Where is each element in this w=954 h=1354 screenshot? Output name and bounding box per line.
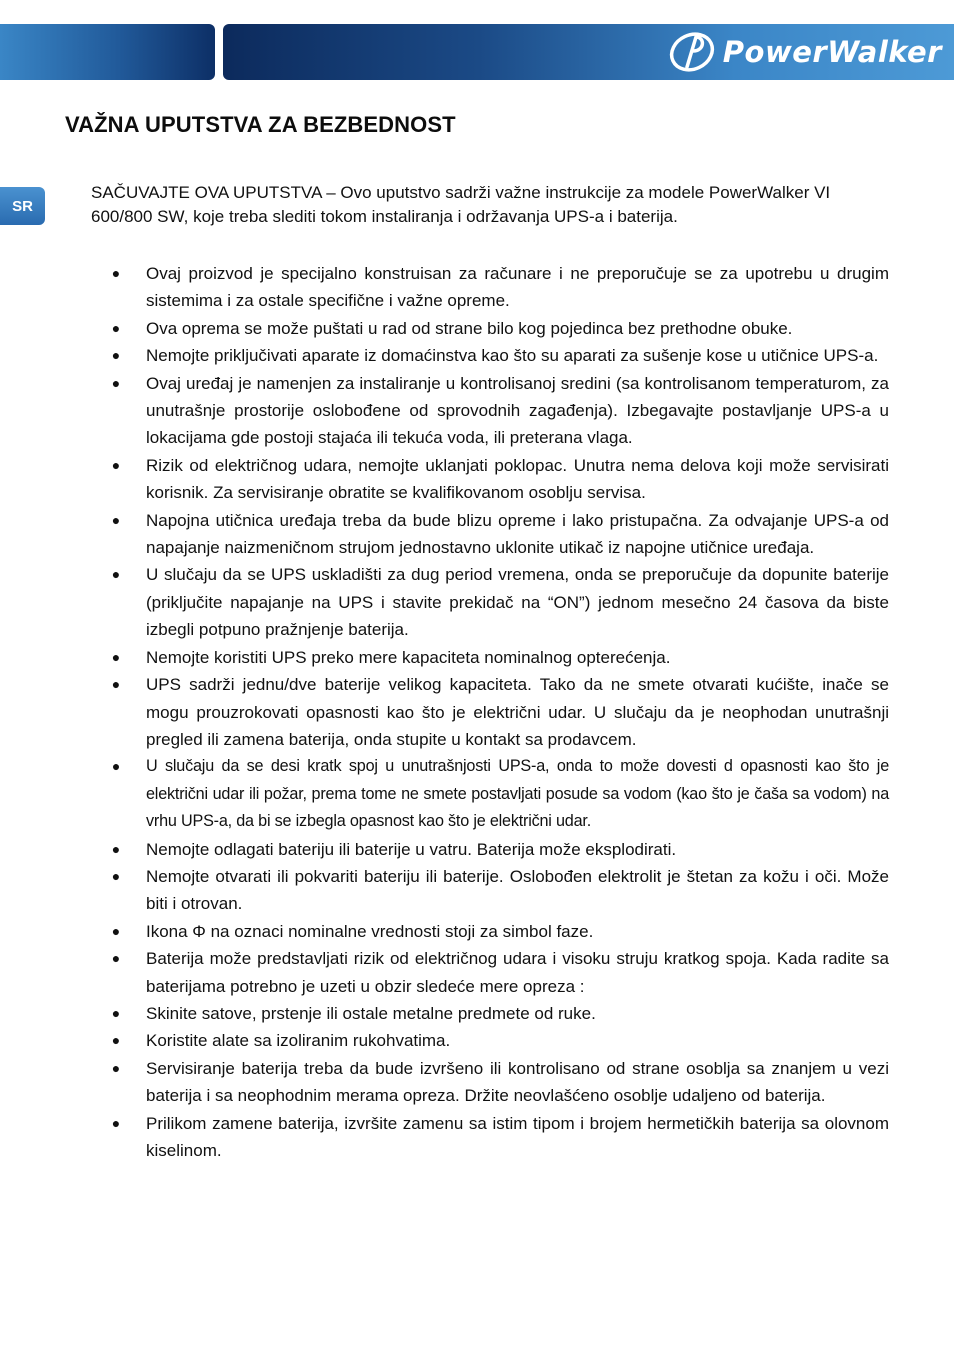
list-item <box>0 260 889 315</box>
list-item <box>0 452 889 507</box>
list-item-text: Ovaj proizvod je specijalno konstruisan za računare i ne preporučuje se za upotrebu u drugim sistemima i za ostale specifične i važne opreme. <box>146 264 889 311</box>
bullet-icon: ● <box>111 950 121 967</box>
list-item <box>0 863 889 918</box>
list-item <box>0 370 889 452</box>
list-item-text: Nemojte koristiti UPS preko mere kapaciteta nominalnog opterećenja. <box>146 647 671 667</box>
list-item <box>0 644 889 671</box>
safety-list <box>0 260 954 1164</box>
list-item <box>0 836 889 863</box>
bullet-icon: ● <box>111 265 121 281</box>
bullet-icon: ● <box>111 867 121 884</box>
bullet-icon: ● <box>111 758 121 775</box>
list-item-text: Baterija može predstavljati rizik od električnog udara i visoku struju kratkog spoja. Kada radite sa baterijama potrebno je uzeti u obzir sledeće mere opreza : <box>146 949 889 996</box>
bullet-icon: ● <box>111 676 121 693</box>
list-item <box>0 918 889 945</box>
bullet-icon: ● <box>111 1032 121 1049</box>
bullet-icon: ● <box>111 1059 121 1076</box>
language-tab: SR <box>0 187 45 225</box>
list-item-text: Rizik od električnog udara, nemojte uklanjati poklopac. Unutra nema delova koji može servisirati korisnik. Za servisiranje obratite se kvalifikovanom osoblju servisa. <box>146 455 889 503</box>
list-item <box>0 315 889 342</box>
list-item-text: Nemojte otvarati ili pokvariti bateriju ili baterije. Oslobođen elektrolit je štetan za kožu i oči. Može biti i otrovan. <box>146 866 889 914</box>
list-item <box>0 1055 889 1110</box>
list-item <box>0 342 889 369</box>
list-item-text: Napojna utičnica uređaja treba da bude blizu opreme i lako pristupačna. Za odvajanje UPS-a od napajanje naizmeničnom strujom jednostavno uklonite utikač iz napojne utičnice uređaja. <box>146 510 889 558</box>
list-item <box>0 945 889 1000</box>
bullet-icon: ● <box>111 1004 121 1021</box>
bullet-icon: ● <box>111 374 121 391</box>
bullet-icon: ● <box>111 840 121 857</box>
powerwalker-logo <box>667 26 942 78</box>
list-item <box>0 1027 889 1054</box>
list-item <box>0 753 889 835</box>
bullet-icon: ● <box>111 347 121 364</box>
list-item-text: Servisiranje baterija treba da bude izvršeno ili kontrolisano od strane osoblja sa znanjem u vezi baterija i sa neophodnim merama opreza. Držite neovlašćeno osoblje udaljeno od baterija. <box>146 1058 889 1106</box>
bullet-icon: ● <box>111 511 121 528</box>
list-item-text: Ovaj uređaj je namenjen za instaliranje u kontrolisanoj sredini (sa kontrolisanom temperaturom, za unutrašnje prostorije oslobođene od sprovodnih zagađenja). Izbegavajte postavljanje UPS-a u lokacijama gde postoji stajaća ili tekuća voda, ili preterana vlaga. <box>146 373 889 448</box>
bullet-icon: ● <box>111 456 121 473</box>
page-title: VAŽNA UPUTSTVA ZA BEZBEDNOST <box>65 112 456 137</box>
bullet-icon: ● <box>111 566 121 583</box>
powerwalker-emblem-icon <box>667 29 717 75</box>
bullet-icon: ● <box>111 922 121 939</box>
list-item-text: Ikona Φ na oznaci nominalne vrednosti stoji za simbol faze. <box>146 921 594 941</box>
list-item-text: Nemojte priključivati aparate iz domaćinstva kao što su aparati za sušenje kose u utičnice UPS-a. <box>146 346 879 366</box>
list-item-text: Koristite alate sa izoliranim rukohvatima. <box>146 1031 451 1051</box>
list-item <box>0 507 889 562</box>
list-item-text: U slučaju da se UPS uskladišti za dug period vremena, onda se preporučuje da dopunite baterije (priključite napajanje na UPS i stavite prekidač na “ON”) jednom mesečno 24 časova da biste izbegli potpuno pražnjenje baterija. <box>146 565 889 640</box>
list-item <box>0 671 889 753</box>
brand-name: PowerWalker <box>722 35 942 69</box>
list-item-text: U slučaju da se desi kratk spoj u unutrašnjosti UPS-a, onda to može dovesti d opasnosti kao što je električni udar ili požar, prema tome ne smete postavljati posude sa vodom (kao što je čaša sa vodom) na vrhu UPS-a, da bi se izbegla opasnost kao što je električni udar. <box>146 757 889 831</box>
list-item-text: Skinite satove, prstenje ili ostale metalne predmete od ruke. <box>146 1003 596 1023</box>
header-band-left <box>0 24 215 80</box>
list-item <box>0 561 889 643</box>
list-item-text: Nemojte odlagati bateriju ili baterije u vatru. Baterija može eksplodirati. <box>146 839 677 859</box>
list-item-text: Ova oprema se može puštati u rad od strane bilo kog pojedinca bez prethodne obuke. <box>146 318 793 338</box>
intro-paragraph: SAČUVAJTE OVA UPUTSTVA – Ovo uputstvo sadrži važne instrukcije za modele PowerWalker VI 600/800 SW, koje treba slediti tokom instaliranja i održavanja UPS-a i baterija. <box>91 183 831 226</box>
list-item-text: Prilikom zamene baterija, izvršite zamenu sa istim tipom i brojem hermetičkih baterija sa olovnom kiselinom. <box>146 1113 889 1160</box>
list-item <box>0 1110 889 1165</box>
bullet-icon: ● <box>111 648 121 665</box>
bullet-icon: ● <box>111 319 121 336</box>
list-item <box>0 1000 889 1027</box>
bullet-icon: ● <box>111 1114 121 1131</box>
list-item-text: UPS sadrži jednu/dve baterije velikog kapaciteta. Tako da ne smete otvarati kućište, inače se mogu prouzrokovati opasnosti kao što je električni udar. U slučaju da je neophodan unutrašnji pregled ili zamena baterija, onda stupite u kontakt sa prodavcem. <box>146 675 889 749</box>
